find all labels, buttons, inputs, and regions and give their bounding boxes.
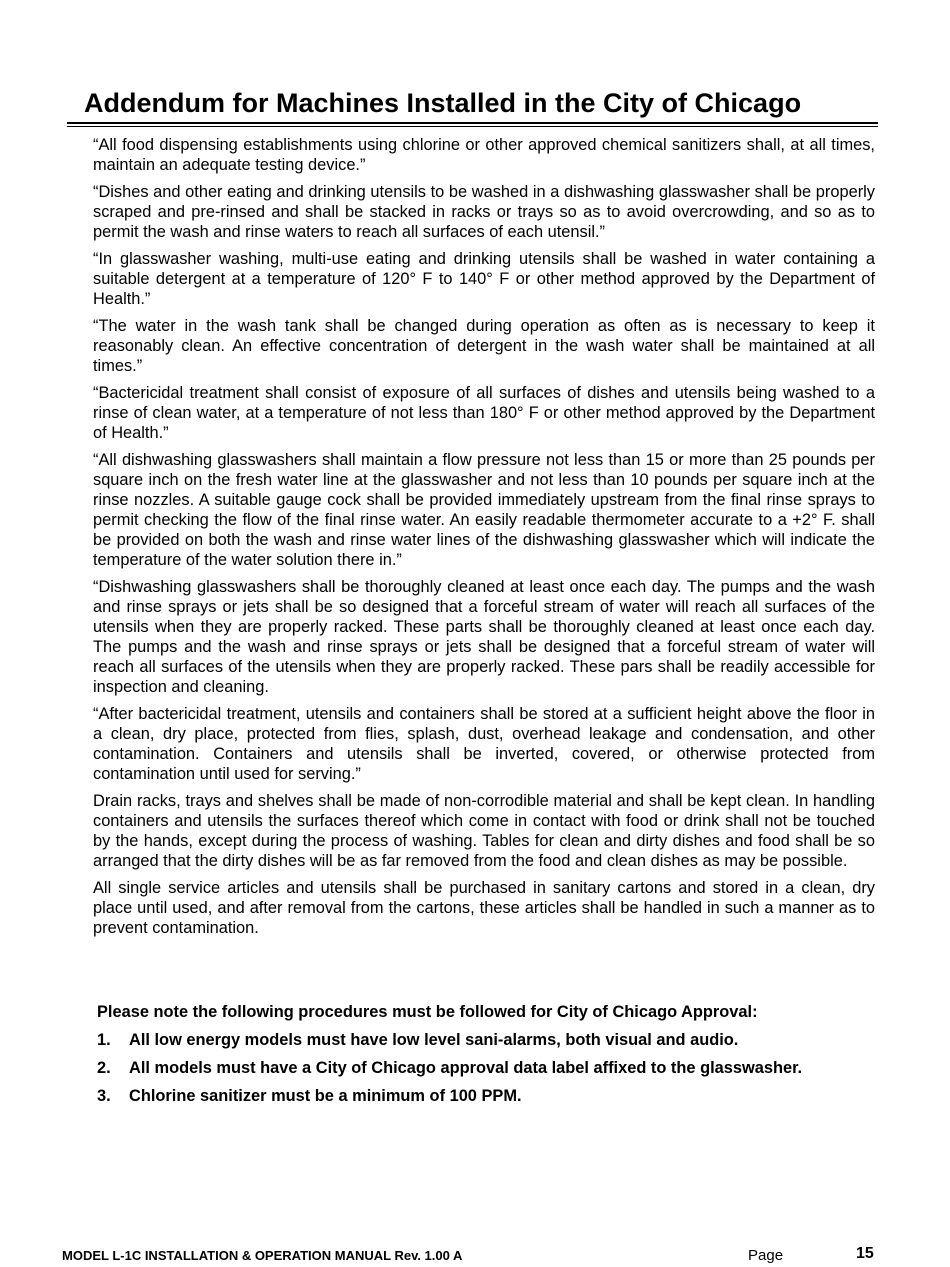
paragraph-wash-temperature: “In glasswasher washing, multi-use eating and drinking utensils shall be washed in water containing a suitable detergent at a temperature of 120° F to 140° F or other method approved by the Department of Health.” (93, 250, 875, 308)
paragraph-flow-pressure: “All dishwashing glasswashers shall maintain a flow pressure not less than 15 or more than 25 pounds per square inch on the fresh water line at the glasswasher and not less than 10 pounds per square inch at the rinse nozzles. A suitable gauge cock shall be provided immediately upstream from the final rinse sprays to permit checking the flow of the final rinse water. An easily readable thermometer accurate to a +2° F. shall be provided on both the wash and rinse water lines of the dishwashing glasswasher which will indicate the temperature of the water solution there in.” (93, 451, 875, 569)
list-item-text: All models must have a City of Chicago approval data label affixed to the glasswasher. (129, 1059, 803, 1077)
paragraph-bactericidal-treatment: “Bactericidal treatment shall consist of exposure of all surfaces of dishes and utensils being washed to a rinse of clean water, at a temperature of not less than 180° F or other method approved by the Department of Health.” (93, 384, 875, 442)
paragraph-drain-racks: Drain racks, trays and shelves shall be made of non-corrodible material and shall be kept clean. In handling containers and utensils the surfaces thereof which come in contact with food or drink shall not be touched by the hands, except during the process of washing. Tables for clean and dirty dishes and food shall be so arranged that the dirty dishes will be as far removed from the food and clean dishes as may be possible. (93, 792, 875, 870)
list-item-number: 2. (97, 1059, 111, 1077)
title-rule-thick (67, 122, 878, 124)
footer-page-label: Page (748, 1247, 784, 1264)
list-item-number: 3. (97, 1087, 111, 1105)
paragraph-cleaning: “Dishwashing glasswashers shall be thoroughly cleaned at least once each day. The pumps and the wash and rinse sprays or jets shall be so designed that a forceful stream of water will reach all surfaces of the utensils when they are properly racked. These parts shall be thoroughly cleaned at least once each day. The pumps and the wash and rinse sprays or jets shall be designed that a forceful stream of water will reach all surfaces of the utensils when they are properly racked. These pars shall be readily accessible for inspection and cleaning. (93, 578, 875, 696)
list-item (97, 1058, 877, 1078)
list-item-text: Chlorine sanitizer must be a minimum of 100 PPM. (129, 1087, 522, 1105)
paragraph-single-service: All single service articles and utensils shall be purchased in sanitary cartons and stored in a clean, dry place until used, and after removal from the cartons, these articles shall be handled in such a manner as to prevent contamination. (93, 879, 875, 937)
title-rule-thin (67, 126, 878, 127)
addendum-body (93, 135, 875, 945)
footer-manual-title: MODEL L-1C INSTALLATION & OPERATION MANUAL Rev. 1.00 A (62, 1248, 463, 1263)
list-item-number: 1. (97, 1031, 111, 1049)
list-item (97, 1086, 877, 1106)
footer-page-number: 15 (856, 1245, 874, 1262)
paragraph-wash-tank-water: “The water in the wash tank shall be changed during operation as often as is necessary to keep it reasonably clean. An effective concentration of detergent in the wash water shall be maintained at all times.” (93, 317, 875, 375)
paragraph-storage: “After bactericidal treatment, utensils and containers shall be stored at a sufficient height above the floor in a clean, dry place, protected from flies, splash, dust, overhead leakage and condensation, and other contamination. Containers and utensils shall be inverted, covered, or otherwise protected from contamination until used for serving.” (93, 705, 875, 783)
list-item (97, 1030, 877, 1050)
page-title: Addendum for Machines Installed in the City of Chicago (84, 88, 802, 118)
notes-heading: Please note the following procedures must be followed for City of Chicago Approval: (97, 1003, 758, 1021)
approval-notes (97, 1002, 877, 1114)
paragraph-testing-device: “All food dispensing establishments using chlorine or other approved chemical sanitizers shall, at all times, maintain an adequate testing device.” (93, 136, 875, 174)
list-item-text: All low energy models must have low level sani-alarms, both visual and audio. (129, 1031, 739, 1049)
paragraph-scraping-racking: “Dishes and other eating and drinking utensils to be washed in a dishwashing glasswasher shall be properly scraped and pre-rinsed and shall be stacked in racks or trays so as to avoid overcrowding, and so as to permit the wash and rinse waters to reach all surfaces of each utensil.” (93, 183, 875, 241)
